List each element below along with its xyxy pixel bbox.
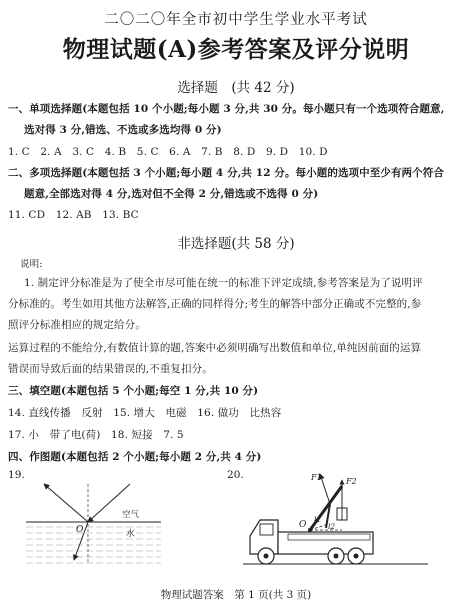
multi-choice-instruction-cont: 题意,全部选对得 4 分,选对但不全得 2 分,错选或不选得 0 分): [24, 188, 319, 200]
pivot-o: [308, 528, 312, 532]
figure-20-number: 20.: [227, 469, 244, 481]
note-2-cont: 错误而导致后面的结果错误的,不重复扣分。: [8, 363, 213, 375]
reflected-ray: [44, 484, 88, 522]
point-o-label: O: [76, 525, 84, 535]
multi-choice-instruction: 二、多项选择题(本题包括 3 个小题;每小题 4 分,共 12 分。每小题的选项中至少有两个符合: [8, 167, 444, 179]
water-region: [26, 522, 161, 564]
single-choice-instruction: 一、单项选择题(本题包括 10 个小题;每小题 3 分,共 30 分。每小题只有一个选项符合题意,: [8, 103, 445, 115]
note-1-cont: 分标准的。考生如用其他方法解答,正确的同样得分;考生的解答中部分正确或不完整的,参: [8, 298, 422, 310]
note-2: 运算过程的不能给分,有数值计算的题,答案中必须明确写出数值和单位,单纯因前面的运算: [8, 342, 422, 354]
exam-subtitle: 二〇二〇年全市初中学生学业水平考试: [104, 12, 368, 28]
nonchoice-section-heading: 非选择题(共 58 分): [177, 236, 295, 252]
f2-label: F2: [346, 477, 357, 486]
drawing-instruction: 四、作图题(本题包括 2 个小题;每小题 2 分,共 4 分): [8, 451, 262, 463]
air-label: 空气: [122, 510, 140, 520]
figure-19-number: 19.: [8, 469, 25, 481]
note-1-cont2: 照评分标准相应的规定给分。: [8, 319, 146, 331]
note-label: 说明:: [20, 259, 43, 270]
l1-label: l1: [314, 515, 322, 524]
single-choice-instruction-cont: 选对得 3 分,错选、不选或多选均得 0 分): [24, 124, 222, 136]
fill-blank-answers-2: 17. 小 带了电(荷) 18. 短接 7. 5: [8, 429, 184, 441]
single-choice-answers: 1. C 2. A 3. C 4. B 5. C 6. A 7. B 8. D 9. D 10. D: [8, 146, 328, 158]
choice-section-heading: 选择题 (共 42 分): [177, 80, 295, 96]
multi-choice-answers: 11. CD 12. AB 13. BC: [8, 209, 139, 221]
fill-blank-instruction: 三、填空题(本题包括 5 个小题;每空 1 分,共 10 分): [8, 385, 259, 397]
refraction-diagram: [18, 470, 188, 570]
note-1: 1. 制定评分标准是为了使全市尽可能在统一的标准下评定成绩,参考答案是为了说明评: [24, 277, 423, 289]
page-footer: 物理试题答案 第 1 页(共 3 页): [160, 589, 312, 601]
pivot-o-label: O: [299, 520, 307, 530]
l2-label: l2: [328, 522, 336, 531]
crane-truck-diagram: [238, 470, 438, 570]
water-label: 水: [126, 529, 135, 539]
fill-blank-answers-1: 14. 直线传播 反射 15. 增大 电磁 16. 做功 比热容: [8, 407, 282, 419]
f1-label: F1: [311, 473, 322, 482]
page-title: 物理试题(A)参考答案及评分说明: [62, 36, 410, 63]
